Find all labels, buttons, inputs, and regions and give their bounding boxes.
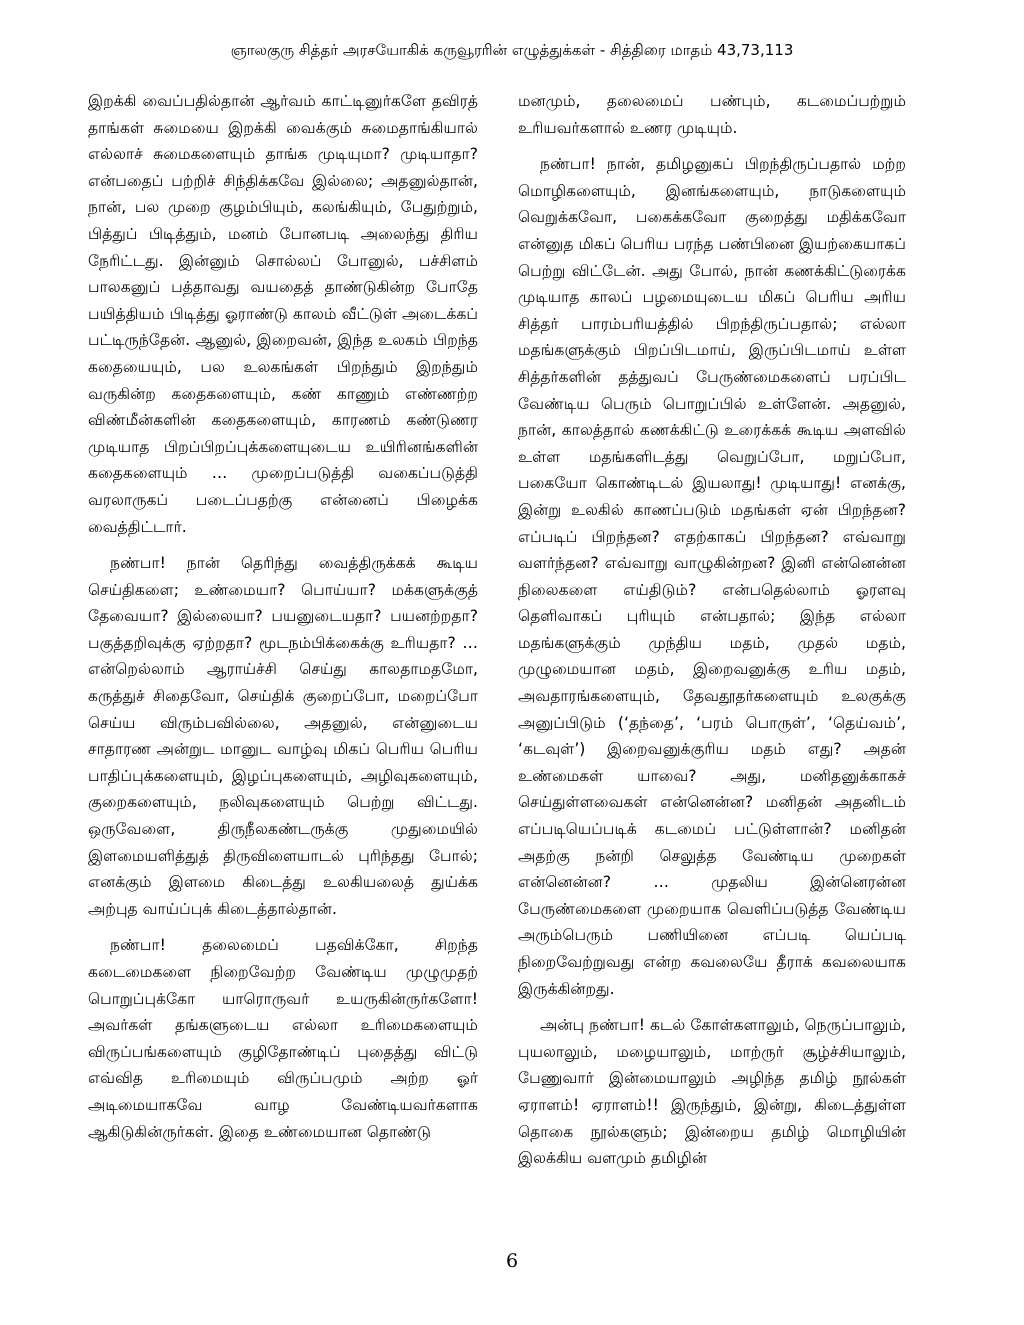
paragraph: நண்பா! நான் தெரிந்து வைத்திருக்கக் கூடிய செய்திகளை; உண்மையா? பொய்யா? மக்களுக்குத் தேவையா? இல்லையா? பயனுடையதா? பயனற்றதா? பகுத்தறிவுக்கு ஏற்றதா? மூடநம்பிக்கைக்கு உரியதா? … என்றெல்லாம் ஆராய்ச்சி செய்து காலதாமதமோ, கருத்துச் சிதைவோ, செய்திக் குறைப்போ, மறைப்போ செய்ய விரும்பவில்லை, அதனுல், என்னுடைய சாதாரண அன்றுட மானுட வாழ்வு மிகப் பெரிய பெரிய பாதிப்புக்களையும், இழப்புகளையும், அழிவுகளையும், குறைகளையும், நலிவுகளையும் பெற்று விட்டது. ஒருவேளை, திருநீலகண்டருக்கு முதுமையில் இளமையளித்துத் திருவிளையாடல் புரிந்தது போல்; எனக்கும் இளமை கிடைத்து உலகியலைத் துய்க்க அற்புத வாய்ப்புக் கிடைத்தால்தான்.	[88, 554, 478, 918]
paragraph: நண்பா! தலைமைப் பதவிக்கோ, சிறந்த கடைமைகளை நிறைவேற்ற வேண்டிய முழுமுதற் பொறுப்புக்கோ யாரொருவர் உயருகின்ருர்களோ! அவர்கள் தங்களுடைய எல்லா உரிமைகளையும் விருப்பங்களையும் குழிதோண்டிப் புதைத்து விட்டு எவ்வித உரிமையும் விருப்பமும் அற்ற ஓர் அடிமையாகவே வாழ வேண்டியவர்களாக ஆகிடுகின்ருர்கள். இதை உண்மையான தொண்டு	[88, 936, 478, 1141]
paragraph: அன்பு நண்பா! கடல் கோள்களாலும், நெருப்பாலும், புயலாலும், மழையாலும், மாற்ருர் சூழ்ச்சியாலும், பேணுவார் இன்மையாலும் அழிந்த தமிழ் நூல்கள் ஏராளம்! ஏராளம்!! இருந்தும், இன்று, கிடைத்துள்ள தொகை நூல்களும்; இன்றைய தமிழ் மொழியின் இலக்கிய வளமும் தமிழின்	[518, 1016, 906, 1168]
running-header	[0, 40, 1024, 60]
page-number: 6	[505, 1250, 519, 1272]
left-column	[88, 88, 478, 1228]
paragraph: நண்பா! நான், தமிழனுகப் பிறந்திருப்பதால் மற்ற மொழிகளையும், இனங்களையும், நாடுகளையும் வெறுக்கவோ, பகைக்கவோ குறைத்து மதிக்கவோ என்னுத மிகப் பெரிய பரந்த பண்பினை இயற்கையாகப் பெற்று விட்டேன். அது போல், நான் கணக்கிட்டுரைக்க முடியாத காலப் பழமையுடைய மிகப் பெரிய அரிய சித்தர் பாரம்பரியத்தில் பிறந்திருப்பதால்; எல்லா மதங்களுக்கும் பிறப்பிடமாய், இருப்பிடமாய் உள்ள சித்தர்களின் தத்துவப் பேருண்மைகளைப் பரப்பிட வேண்டிய பெரும் பொறுப்பில் உள்ளேன். அதனுல், நான், காலத்தால் கணக்கிட்டு உரைக்கக் கூடிய அளவில் உள்ள மதங்களிடத்து வெறுப்போ, மறுப்போ, பகையோ கொண்டிடல் இயலாது! முடியாது! எனக்கு, இன்று உலகில் காணப்படும் மதங்கள் ஏன் பிறந்தன? எப்படிப் பிறந்தன? எதற்காகப் பிறந்தன? எவ்வாறு வளர்ந்தன? எவ்வாறு வாழுகின்றன? இனி என்னென்ன நிலைகளை எய்திடும்? என்பதெல்லாம் ஓரளவு தெளிவாகப் புரியும் என்பதால்; இந்த எல்லா மதங்களுக்கும் முந்திய மதம், முதல் மதம், முழுமையான மதம், இறைவனுக்கு உரிய மதம், அவதாரங்களையும், தேவதூதர்களையும் உலகுக்கு அனுப்பிடும் (‘தந்தை’, ‘பரம் பொருள்’, ‘தெய்வம்’, ‘கடவுள்’) இறைவனுக்குரிய மதம் எது? அதன் உண்மைகள் யாவை? அது, மனிதனுக்காகச் செய்துள்ளவைகள் என்னென்ன? மனிதன் அதனிடம் எப்படியெப்படிக் கடமைப் பட்டுள்ளான்? மனிதன் அதற்கு நன்றி செலுத்த வேண்டிய முறைகள் என்னென்ன? … முதலிய இன்னெரன்ன பேருண்மைகளை முறையாக வெளிப்படுத்த வேண்டிய அரும்பெரும் பணியினை எப்படி யெப்படி நிறைவேற்றுவது என்ற கவலையே தீராக் கவலையாக இருக்கின்றது.	[518, 155, 906, 998]
header-text: ஞாலகுரு சித்தர் அரசயோகிக் கருவூரரின் எழுத்துக்கள் - சித்திரை மாதம் 43,73,113	[230, 41, 794, 59]
paragraph: இறக்கி வைப்பதில்தான் ஆர்வம் காட்டினுர்களே தவிரத் தாங்கள் சுமையை இறக்கி வைக்கும் சுமைதாங்கியால் எல்லாச் சுமைகளையும் தாங்க முடியுமா? முடியாதா? என்பதைப் பற்றிச் சிந்திக்கவே இல்லை; அதனுல்தான், நான், பல முறை குழம்பியும், கலங்கியும், பேதுற்றும், பித்துப் பிடித்தும், மனம் போனபடி அலைந்து திரிய நேரிட்டது. இன்னும் சொல்லப் போனுல், பச்சிளம் பாலகனுப் பத்தாவது வயதைத் தாண்டுகின்ற போதே பயித்தியம் பிடித்து ஓராண்டு காலம் வீட்டுள் அடைக்கப் பட்டிருந்தேன். ஆனுல், இறைவன், இந்த உலகம் பிறந்த கதையையும், பல உலகங்கள் பிறந்தும் இறந்தும் வருகின்ற கதைகளையும், கண் காணும் எண்ணற்ற விண்மீன்களின் கதைகளையும், காரணம் கண்டுணர முடியாத பிறப்பிறப்புக்களையுடைய உயிரினங்களின் கதைகளையும் … முறைப்படுத்தி வகைப்படுத்தி வரலாருகப் படைப்பதற்கு என்னைப் பிழைக்க வைத்திட்டார்.	[88, 92, 478, 536]
paragraph: மனமும், தலைமைப் பண்பும், கடமைப்பற்றும் உரியவர்களால் உணர முடியும்.	[518, 92, 906, 137]
right-column	[518, 88, 906, 1228]
